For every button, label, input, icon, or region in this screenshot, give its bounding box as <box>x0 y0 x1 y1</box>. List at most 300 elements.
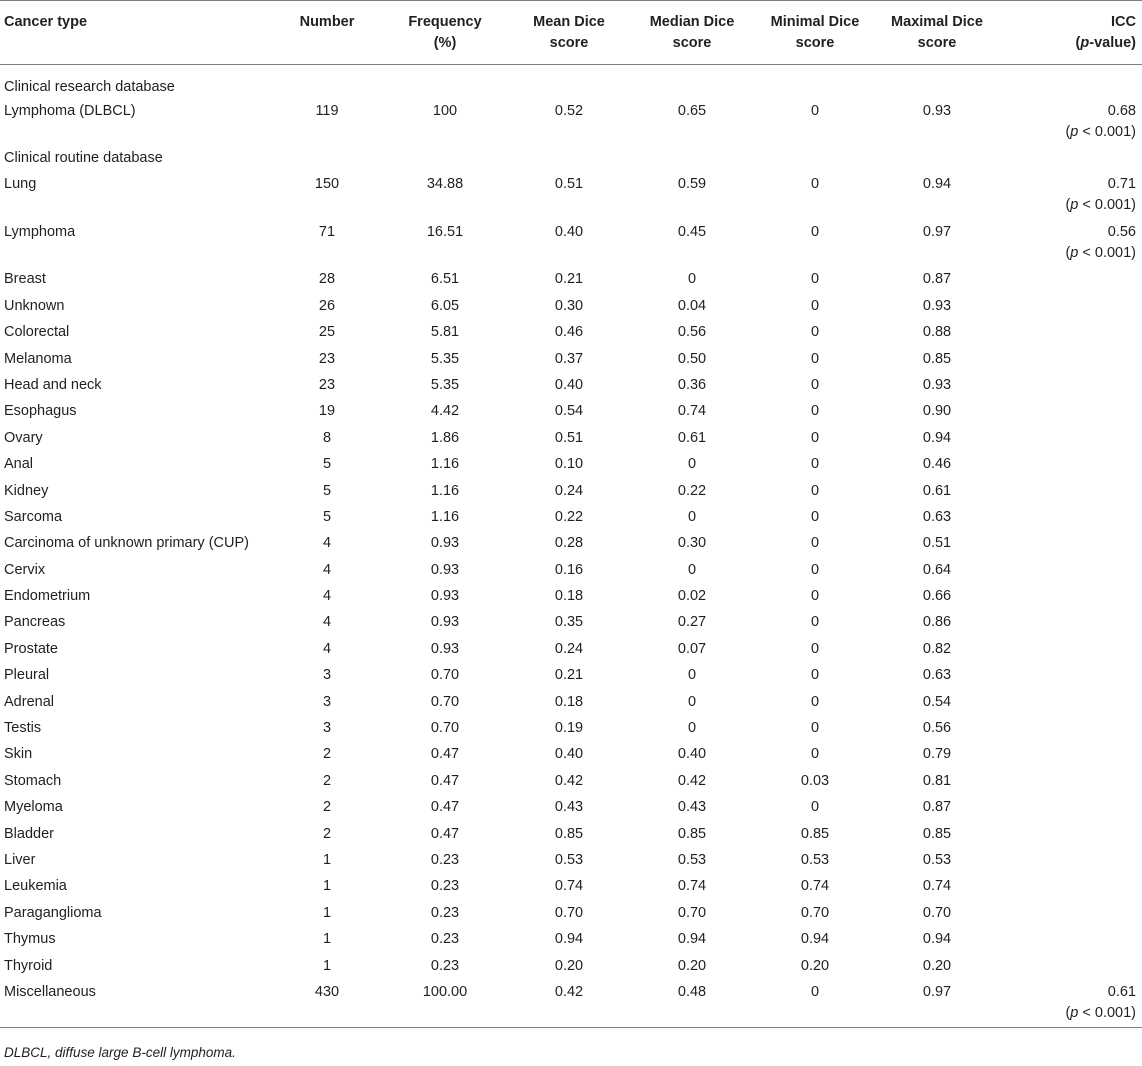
frequency-cell: 1.86 <box>430 429 460 446</box>
maximal-dice-cell: 0.85 <box>922 825 952 842</box>
mean-dice-cell: 0.24 <box>554 482 584 499</box>
number-cell: 4 <box>322 561 332 578</box>
number-cell: 430 <box>272 982 382 1028</box>
maximal-dice-cell: 0.63 <box>922 667 952 684</box>
minimal-dice-cell: 0 <box>810 403 820 420</box>
table-row <box>0 771 1142 797</box>
median-dice-cell: 0.50 <box>677 350 707 367</box>
median-dice-cell: 0 <box>687 456 697 473</box>
icc-cell <box>998 428 1142 454</box>
mean-dice-cell: 0.51 <box>554 176 584 193</box>
median-dice-cell: 0.74 <box>677 403 707 420</box>
number-cell: 119 <box>315 102 339 119</box>
cancer-type-cell: Myeloma <box>4 799 63 816</box>
section-title: Clinical routine database <box>4 150 163 166</box>
section-row <box>0 148 1142 174</box>
median-dice-cell: 0.59 <box>677 176 707 193</box>
number-cell: 2 <box>322 772 332 789</box>
mean-dice-cell: 0.30 <box>554 297 584 314</box>
table-row <box>0 903 1142 929</box>
median-dice-cell: 0 <box>687 508 697 525</box>
frequency-cell: 0.47 <box>430 799 460 816</box>
number-cell: 3 <box>322 693 332 710</box>
minimal-dice-cell: 0 <box>810 324 820 341</box>
header-minimal-dice <box>754 1 876 65</box>
cancer-type-cell: Kidney <box>4 482 49 499</box>
mean-dice-cell: 0.35 <box>554 614 584 631</box>
minimal-dice-cell: 0 <box>810 561 820 578</box>
icc-cell <box>998 507 1142 533</box>
frequency-cell: 1.16 <box>430 456 460 473</box>
header-median-dice <box>630 1 754 65</box>
table-row <box>0 824 1142 850</box>
maximal-dice-cell: 0.46 <box>922 456 952 473</box>
maximal-dice-cell: 0.94 <box>922 931 952 948</box>
maximal-dice-cell: 0.81 <box>922 772 952 789</box>
minimal-dice-cell: 0.74 <box>800 878 830 895</box>
icc-p-value: < 0.001) <box>1078 244 1136 261</box>
cancer-type-cell: Melanoma <box>4 350 72 367</box>
icc-p: p <box>1070 197 1079 214</box>
maximal-dice-cell: 0.90 <box>922 403 952 420</box>
table-row <box>0 454 1142 480</box>
minimal-dice-cell: 0 <box>810 614 820 631</box>
median-dice-cell: 0.94 <box>677 931 707 948</box>
median-dice-cell: 0 <box>687 667 697 684</box>
minimal-dice-cell: 0 <box>810 508 820 525</box>
table-row <box>0 876 1142 902</box>
minimal-dice-cell: 0.03 <box>800 772 830 789</box>
number-cell: 19 <box>318 403 336 420</box>
cancer-type-cell: Sarcoma <box>4 508 63 525</box>
maximal-dice-cell: 0.97 <box>876 982 998 1028</box>
frequency-cell: 100 <box>432 102 458 119</box>
frequency-cell: 0.47 <box>430 772 460 789</box>
cancer-type-cell: Paraganglioma <box>4 904 102 921</box>
header-maximal-dice-line2: score <box>917 35 957 51</box>
icc-p-value: < 0.001) <box>1078 123 1136 140</box>
table-header <box>0 1 1142 65</box>
mean-dice-cell: 0.52 <box>554 102 584 119</box>
minimal-dice-cell: 0 <box>810 429 820 446</box>
header-frequency-line2: (%) <box>433 35 457 51</box>
icc-value: 0.68 <box>1107 102 1136 119</box>
median-dice-cell: 0.61 <box>677 429 707 446</box>
table-row <box>0 296 1142 322</box>
header-minimal-dice-line2: score <box>795 35 835 51</box>
maximal-dice-cell: 0.63 <box>922 508 952 525</box>
icc-cell <box>998 269 1142 295</box>
minimal-dice-cell: 0 <box>810 376 820 393</box>
table-row <box>0 982 1142 1028</box>
frequency-cell: 0.23 <box>430 904 460 921</box>
table-row <box>0 692 1142 718</box>
icc-cell <box>998 296 1142 322</box>
table-row <box>0 375 1142 401</box>
table-row <box>0 174 1142 222</box>
icc-cell <box>998 771 1142 797</box>
mean-dice-cell: 0.94 <box>554 931 584 948</box>
icc-cell <box>998 222 1142 270</box>
number-cell: 1 <box>322 851 332 868</box>
number-cell: 4 <box>322 614 332 631</box>
icc-cell <box>998 322 1142 348</box>
maximal-dice-cell: 0.82 <box>922 640 952 657</box>
minimal-dice-cell: 0 <box>810 535 820 552</box>
table-row <box>0 101 1142 149</box>
icc-value: 0.56 <box>1107 223 1136 240</box>
icc-open: ( <box>1065 1004 1071 1021</box>
mean-dice-cell: 0.46 <box>554 324 584 341</box>
maximal-dice-cell: 0.20 <box>922 957 952 974</box>
icc-cell <box>998 612 1142 638</box>
number-cell: 4 <box>322 535 332 552</box>
median-dice-cell: 0.22 <box>677 482 707 499</box>
minimal-dice-cell: 0 <box>810 693 820 710</box>
maximal-dice-cell: 0.88 <box>922 324 952 341</box>
cancer-type-cell: Pleural <box>4 667 50 684</box>
frequency-cell: 34.88 <box>426 176 464 193</box>
minimal-dice-cell: 0.20 <box>800 957 830 974</box>
number-cell: 2 <box>322 825 332 842</box>
cancer-type-cell: Ovary <box>4 429 43 446</box>
median-dice-cell: 0.48 <box>630 982 754 1028</box>
minimal-dice-cell: 0 <box>810 746 820 763</box>
median-dice-cell: 0.70 <box>677 904 707 921</box>
median-dice-cell: 0.27 <box>677 614 707 631</box>
minimal-dice-cell: 0 <box>810 667 820 684</box>
header-icc-line2: -value) <box>1089 35 1136 51</box>
table-row <box>0 533 1142 559</box>
cancer-type-cell: Stomach <box>4 772 62 789</box>
number-cell: 28 <box>318 271 336 288</box>
icc-cell <box>998 718 1142 744</box>
table-row <box>0 639 1142 665</box>
cancer-type-cell: Esophagus <box>4 403 77 420</box>
maximal-dice-cell: 0.66 <box>922 588 952 605</box>
mean-dice-cell: 0.74 <box>554 878 584 895</box>
header-cancer-type: Cancer type <box>0 1 272 65</box>
minimal-dice-cell: 0 <box>810 223 820 240</box>
header-maximal-dice <box>876 1 998 65</box>
icc-cell <box>998 744 1142 770</box>
icc-p-value: < 0.001) <box>1078 1004 1136 1021</box>
median-dice-cell: 0.30 <box>677 535 707 552</box>
mean-dice-cell: 0.24 <box>554 640 584 657</box>
header-icc-p: p <box>1080 35 1090 51</box>
icc-cell <box>998 586 1142 612</box>
icc-cell <box>998 454 1142 480</box>
maximal-dice-cell: 0.87 <box>922 799 952 816</box>
mean-dice-cell: 0.51 <box>554 429 584 446</box>
frequency-cell: 5.35 <box>430 376 460 393</box>
number-cell: 71 <box>318 223 336 240</box>
number-cell: 5 <box>322 508 332 525</box>
mean-dice-cell: 0.53 <box>554 851 584 868</box>
header-icc-open: ( <box>1075 35 1081 51</box>
table-row <box>0 349 1142 375</box>
median-dice-cell: 0.07 <box>677 640 707 657</box>
table-row <box>0 744 1142 770</box>
maximal-dice-cell: 0.61 <box>922 482 952 499</box>
frequency-cell: 4.42 <box>430 403 460 420</box>
icc-open: ( <box>1065 197 1071 214</box>
minimal-dice-cell: 0 <box>810 799 820 816</box>
header-minimal-dice-line1: Minimal Dice <box>770 14 860 30</box>
mean-dice-cell: 0.16 <box>554 561 584 578</box>
maximal-dice-cell: 0.79 <box>922 746 952 763</box>
frequency-cell: 0.93 <box>430 588 460 605</box>
maximal-dice-cell: 0.86 <box>922 614 952 631</box>
median-dice-cell: 0.53 <box>677 851 707 868</box>
icc-cell <box>998 639 1142 665</box>
table-row <box>0 428 1142 454</box>
table-row <box>0 560 1142 586</box>
header-icc <box>998 1 1142 65</box>
minimal-dice-cell: 0 <box>810 297 820 314</box>
frequency-cell: 0.93 <box>430 614 460 631</box>
maximal-dice-cell: 0.54 <box>922 693 952 710</box>
icc-p-value: < 0.001) <box>1078 197 1136 214</box>
icc-cell <box>998 349 1142 375</box>
median-dice-cell: 0 <box>687 561 697 578</box>
icc-cell <box>998 401 1142 427</box>
frequency-cell: 1.16 <box>430 482 460 499</box>
number-cell: 23 <box>318 350 336 367</box>
maximal-dice-cell: 0.56 <box>922 720 952 737</box>
mean-dice-cell: 0.19 <box>554 720 584 737</box>
mean-dice-cell: 0.22 <box>554 508 584 525</box>
minimal-dice-cell: 0 <box>810 588 820 605</box>
mean-dice-cell: 0.43 <box>554 799 584 816</box>
number-cell: 1 <box>322 878 332 895</box>
median-dice-cell: 0.36 <box>677 376 707 393</box>
icc-p: p <box>1070 123 1079 140</box>
icc-cell <box>998 665 1142 691</box>
frequency-cell: 1.16 <box>430 508 460 525</box>
number-cell: 4 <box>322 640 332 657</box>
number-cell: 5 <box>322 456 332 473</box>
header-frequency-line1: Frequency <box>408 14 482 30</box>
mean-dice-cell: 0.18 <box>554 693 584 710</box>
maximal-dice-cell: 0.94 <box>922 176 952 193</box>
frequency-cell: 0.47 <box>430 746 460 763</box>
frequency-cell: 0.23 <box>430 931 460 948</box>
maximal-dice-cell: 0.51 <box>922 535 952 552</box>
maximal-dice-cell: 0.70 <box>922 904 952 921</box>
icc-cell <box>998 824 1142 850</box>
median-dice-cell: 0.20 <box>677 957 707 974</box>
number-cell: 26 <box>318 297 336 314</box>
table-row <box>0 956 1142 982</box>
icc-cell <box>998 876 1142 902</box>
mean-dice-cell: 0.21 <box>554 271 584 288</box>
table-row <box>0 222 1142 270</box>
header-icc-line1: ICC <box>1111 14 1136 30</box>
icc-cell <box>998 903 1142 929</box>
median-dice-cell: 0 <box>687 693 697 710</box>
maximal-dice-cell: 0.74 <box>922 878 952 895</box>
frequency-cell: 0.23 <box>430 851 460 868</box>
median-dice-cell: 0.65 <box>677 102 707 119</box>
maximal-dice-cell: 0.93 <box>922 297 952 314</box>
icc-open: ( <box>1065 244 1071 261</box>
table-row <box>0 481 1142 507</box>
icc-cell <box>998 174 1142 222</box>
header-row <box>0 1 1142 65</box>
number-cell: 1 <box>322 904 332 921</box>
minimal-dice-cell: 0.70 <box>800 904 830 921</box>
header-mean-dice-line1: Mean Dice <box>533 14 605 30</box>
icc-open: ( <box>1065 123 1071 140</box>
number-cell: 5 <box>322 482 332 499</box>
frequency-cell: 100.00 <box>382 982 508 1028</box>
minimal-dice-cell: 0 <box>810 271 820 288</box>
cancer-type-cell: Prostate <box>4 640 58 657</box>
cancer-type-cell: Leukemia <box>4 878 67 895</box>
frequency-cell: 0.47 <box>430 825 460 842</box>
maximal-dice-cell: 0.87 <box>922 271 952 288</box>
minimal-dice-cell: 0 <box>810 176 820 193</box>
icc-p: p <box>1070 244 1079 261</box>
cancer-type-cell: Anal <box>4 456 34 473</box>
table-row <box>0 665 1142 691</box>
mean-dice-cell: 0.18 <box>554 588 584 605</box>
maximal-dice-cell: 0.94 <box>922 429 952 446</box>
mean-dice-cell: 0.37 <box>554 350 584 367</box>
header-median-dice-line2: score <box>672 35 712 51</box>
icc-cell <box>998 956 1142 982</box>
median-dice-cell: 0.02 <box>677 588 707 605</box>
cancer-type-cell: Miscellaneous <box>0 982 272 1028</box>
median-dice-cell: 0.42 <box>677 772 707 789</box>
mean-dice-cell: 0.42 <box>554 772 584 789</box>
frequency-cell: 5.81 <box>430 324 460 341</box>
cancer-type-cell: Skin <box>4 746 33 763</box>
table-row <box>0 507 1142 533</box>
median-dice-cell: 0.74 <box>677 878 707 895</box>
frequency-cell: 16.51 <box>426 223 464 240</box>
minimal-dice-cell: 0.85 <box>800 825 830 842</box>
mean-dice-cell: 0.42 <box>508 982 630 1028</box>
cancer-type-cell: Pancreas <box>4 614 66 631</box>
minimal-dice-cell: 0 <box>810 720 820 737</box>
cancer-type-cell: Lung <box>4 176 37 193</box>
table-row <box>0 269 1142 295</box>
cancer-type-cell: Thyroid <box>4 957 53 974</box>
header-maximal-dice-line1: Maximal Dice <box>891 14 983 30</box>
number-cell: 1 <box>322 931 332 948</box>
cancer-type-cell: Liver <box>4 851 36 868</box>
cancer-type-cell: Thymus <box>4 931 56 948</box>
icc-cell <box>998 929 1142 955</box>
number-cell: 2 <box>322 799 332 816</box>
icc-cell <box>998 533 1142 559</box>
number-cell: 4 <box>322 588 332 605</box>
minimal-dice-cell: 0 <box>810 350 820 367</box>
header-mean-dice <box>508 1 630 65</box>
cancer-type-cell: Cervix <box>4 561 46 578</box>
cancer-type-cell: Endometrium <box>4 588 91 605</box>
median-dice-cell: 0.85 <box>677 825 707 842</box>
cancer-type-cell: Testis <box>4 720 42 737</box>
minimal-dice-cell: 0.94 <box>800 931 830 948</box>
frequency-cell: 0.70 <box>430 720 460 737</box>
table-row <box>0 322 1142 348</box>
icc-cell <box>998 982 1142 1028</box>
maximal-dice-cell: 0.93 <box>922 376 952 393</box>
median-dice-cell: 0.56 <box>677 324 707 341</box>
icc-cell <box>998 560 1142 586</box>
icc-cell <box>998 850 1142 876</box>
mean-dice-cell: 0.21 <box>554 667 584 684</box>
minimal-dice-cell: 0 <box>754 982 876 1028</box>
number-cell: 150 <box>314 176 340 193</box>
mean-dice-cell: 0.54 <box>554 403 584 420</box>
cancer-type-cell: Breast <box>4 271 46 288</box>
number-cell: 1 <box>322 957 332 974</box>
number-cell: 2 <box>322 746 332 763</box>
icc-cell <box>998 481 1142 507</box>
frequency-cell: 5.35 <box>430 350 460 367</box>
frequency-cell: 0.70 <box>430 693 460 710</box>
cancer-type-cell: Lymphoma (DLBCL) <box>4 102 136 119</box>
mean-dice-cell: 0.10 <box>554 456 584 473</box>
frequency-cell: 0.70 <box>430 667 460 684</box>
frequency-cell: 6.05 <box>430 297 460 314</box>
mean-dice-cell: 0.70 <box>554 904 584 921</box>
table-row <box>0 612 1142 638</box>
icc-cell <box>998 375 1142 401</box>
number-cell: 23 <box>318 376 336 393</box>
icc-value: 0.61 <box>1107 983 1136 1000</box>
cancer-type-cell: Unknown <box>4 297 65 314</box>
header-frequency <box>382 1 508 65</box>
number-cell: 3 <box>322 667 332 684</box>
header-number: Number <box>272 1 382 65</box>
minimal-dice-cell: 0.53 <box>800 851 830 868</box>
maximal-dice-cell: 0.53 <box>922 851 952 868</box>
section-title: Clinical research database <box>4 79 175 95</box>
table-row <box>0 797 1142 823</box>
icc-cell <box>998 797 1142 823</box>
median-dice-cell: 0 <box>687 271 697 288</box>
icc-cell <box>998 101 1142 149</box>
header-mean-dice-line2: score <box>549 35 589 51</box>
cancer-type-cell: Bladder <box>4 825 54 842</box>
number-cell: 25 <box>318 324 336 341</box>
minimal-dice-cell: 0 <box>810 482 820 499</box>
mean-dice-cell: 0.28 <box>554 535 584 552</box>
frequency-cell: 0.23 <box>430 957 460 974</box>
section-row <box>0 65 1142 101</box>
frequency-cell: 0.93 <box>430 640 460 657</box>
table-row <box>0 401 1142 427</box>
maximal-dice-cell: 0.64 <box>922 561 952 578</box>
median-dice-cell: 0.45 <box>677 223 707 240</box>
maximal-dice-cell: 0.85 <box>922 350 952 367</box>
median-dice-cell: 0.04 <box>677 297 707 314</box>
mean-dice-cell: 0.40 <box>554 746 584 763</box>
icc-value: 0.71 <box>1107 176 1136 193</box>
table-footnote: DLBCL, diffuse large B-cell lymphoma. <box>4 1045 236 1060</box>
number-cell: 8 <box>322 429 332 446</box>
header-median-dice-line1: Median Dice <box>649 14 735 30</box>
icc-cell <box>998 692 1142 718</box>
cancer-type-cell: Head and neck <box>4 376 102 393</box>
cancer-type-cell: Adrenal <box>4 693 54 710</box>
mean-dice-cell: 0.20 <box>554 957 584 974</box>
